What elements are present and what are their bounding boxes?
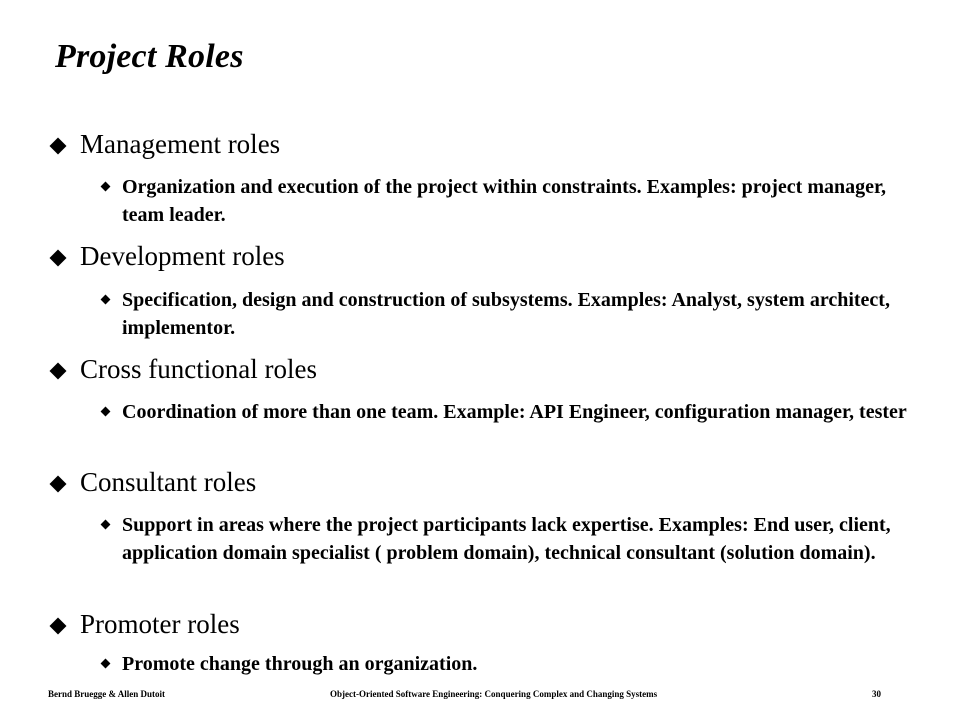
- diamond-bullet-icon: [50, 138, 67, 155]
- sub-bullet-promoter: [102, 650, 912, 678]
- sub-bullet-text: Promote change through an organization.: [122, 653, 478, 675]
- sub-bullet-cross-functional: [102, 398, 912, 426]
- footer-authors: Bernd Bruegge & Allen Dutoit: [48, 689, 165, 699]
- small-diamond-bullet-icon: [101, 295, 111, 305]
- sub-bullet-text: Organization and execution of the project within constraints. Examples: project manager, team leader.: [122, 176, 887, 226]
- small-diamond-bullet-icon: [101, 520, 111, 530]
- diamond-bullet-icon: [50, 618, 67, 635]
- diamond-bullet-icon: [50, 363, 67, 380]
- sub-bullet-management: [102, 173, 912, 229]
- footer-page-number: 30: [872, 689, 881, 699]
- small-diamond-bullet-icon: [101, 407, 111, 417]
- section-heading-label: Development roles: [80, 241, 285, 271]
- section-heading-label: Cross functional roles: [80, 354, 317, 384]
- small-diamond-bullet-icon: [101, 182, 111, 192]
- diamond-bullet-icon: [50, 476, 67, 493]
- sub-bullet-development: [102, 286, 912, 342]
- small-diamond-bullet-icon: [101, 659, 111, 669]
- footer-book-title: Object-Oriented Software Engineering: Conquering Complex and Changing Systems: [330, 689, 658, 699]
- slide-title: Project Roles: [55, 38, 244, 75]
- section-heading-label: Promoter roles: [80, 609, 240, 639]
- diamond-bullet-icon: [50, 250, 67, 267]
- sub-bullet-text: Specification, design and construction of subsystems. Examples: Analyst, system architect, implementor.: [122, 289, 890, 339]
- sub-bullet-consultant: [102, 511, 912, 567]
- section-heading-label: Management roles: [80, 129, 281, 159]
- sub-bullet-text: Coordination of more than one team. Example: API Engineer, configuration manager, tester: [122, 401, 907, 423]
- sub-bullet-text: Support in areas where the project participants lack expertise. Examples: End user, client, application domain specialist ( problem domain), technical consultant (solution domain).: [122, 514, 891, 564]
- section-heading-label: Consultant roles: [80, 467, 257, 497]
